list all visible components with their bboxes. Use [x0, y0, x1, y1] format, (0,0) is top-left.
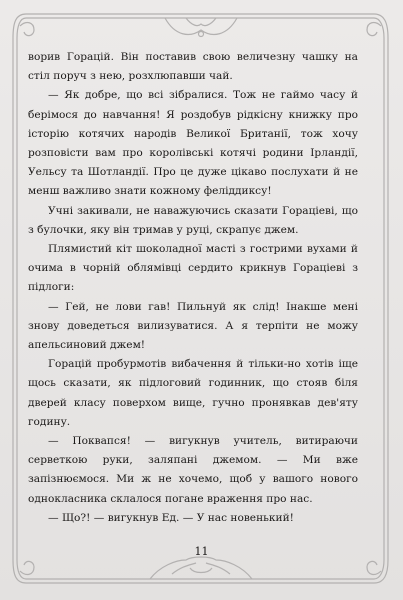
paragraph: ворив Горацій. Він поставив свою величезну чашку на стіл поруч з нею, розхлюпавши чай.	[28, 51, 358, 83]
paragraph: — Що?! — вигукнув Ед. — У нас новенький!	[48, 511, 294, 524]
paragraph: — Поквапся! — вигукнув учитель, витираючи серветкою руки, заляпані джемом. — Ми вже запізнюємося. Ми ж не хочемо, щоб у вашого нового однокласника склалося погане враження про нас.	[28, 435, 358, 505]
paragraph: — Гей, не лови гав! Пильнуй як слід! Інакше мені знову доведеться вилизуватися. А я терпіти не можу апельсиновий джем!	[28, 300, 358, 352]
paragraph: Горацій пробурмотів вибачення й тільки-но хотів іще щось сказати, як підлоговий годинник, що стояв біля дверей класу поверхом вище, гучно пронявкав дев'яту годину.	[28, 358, 358, 428]
page-number: 11	[194, 545, 209, 558]
paragraph: Учні закивали, не наважуючись сказати Гораціеві, що з булочки, яку він тримав у руці, скрапує джем.	[28, 204, 358, 236]
body-text	[28, 48, 358, 528]
paragraph: — Як добре, що всі зібралися. Тож не гаймо часу й берімося до навчання! Я роздобув рідкісну книжку про історію котячих народів Великої Британії, тож хочу розповісти вам про королівські котячі родини Ірландії, Уельсу та Шотландії. Про це дуже цікаво послухати й не менш важливо знати кожному феліддиксу!	[28, 89, 358, 198]
paragraph: Плямистий кіт шоколадної масті з гострими вухами й очима в чорній облямівці сердито крикнув Гораціеві з підлоги:	[28, 243, 358, 294]
